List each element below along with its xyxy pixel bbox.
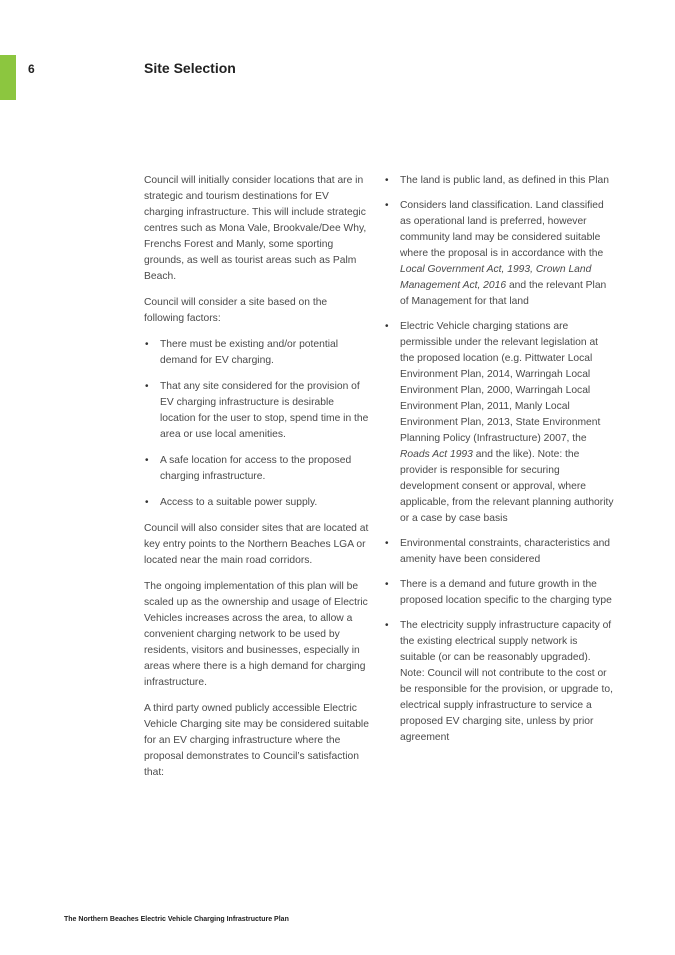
list-item — [384, 319, 614, 527]
list-item-text: The electricity supply infrastructure capacity of the existing electrical supply network is suitable (or can be reasonably upgraded). Note: Council will not contribute to the cost or be responsible for the provision, or upgrade to, electrical supply infrastructure to service a proposed EV charging site, unless by prior agreement — [400, 620, 613, 743]
bullet-icon: • — [385, 579, 389, 590]
list-item — [384, 173, 614, 189]
list-item — [384, 536, 614, 568]
page-number: 6 — [28, 62, 35, 76]
bullet-icon: • — [385, 175, 389, 186]
text-segment: and the like). Note: the provider is responsible for securing development consent or approval, where applicable, from the relevant planning authority or a case by case basis — [400, 449, 614, 524]
list-item — [384, 577, 614, 609]
bullet-icon: • — [145, 339, 149, 350]
text-segment: and the relevant Plan of Management for that land — [400, 280, 607, 307]
list-item-text: The land is public land, as defined in this Plan — [400, 175, 609, 186]
right-column — [384, 173, 614, 756]
list-item-text: Access to a suitable power supply. — [160, 497, 318, 508]
list-item — [384, 618, 614, 746]
list-item-text — [400, 200, 606, 307]
list-item — [144, 379, 370, 443]
factors-intro-paragraph: Council will consider a site based on the following factors: — [144, 297, 328, 324]
legislation-reference: Roads Act 1993 — [400, 449, 473, 460]
criteria-list — [384, 173, 614, 746]
bullet-icon: • — [385, 620, 389, 631]
bullet-icon: • — [385, 321, 389, 332]
list-item-text — [400, 321, 614, 524]
page-accent-tab — [0, 55, 16, 100]
list-item — [384, 198, 614, 310]
list-item-text: That any site considered for the provision of EV charging infrastructure is desirable location for the user to stop, spend time in the area or use local amenities. — [160, 381, 369, 440]
factors-list — [144, 337, 370, 511]
list-item-text: Environmental constraints, characteristics and amenity have been considered — [400, 538, 611, 565]
section-title: Site Selection — [144, 60, 236, 76]
intro-paragraph: Council will initially consider locations that are in strategic and tourism destinations for EV charging infrastructure. This will include strategic centres such as Mona Vale, Brookvale/Dee Why, Frenchs Forest and Manly, some sporting grounds, as well as tourist areas such as Palm Beach. — [144, 175, 367, 282]
bullet-icon: • — [145, 381, 149, 392]
list-item — [144, 337, 370, 369]
ongoing-implementation-paragraph: The ongoing implementation of this plan will be scaled up as the ownership and usage of Electric Vehicles increases across the area, to allow a convenient charging network to be used by residents, visitors and businesses, especially in areas where there is a high demand for charging infrastructure. — [144, 581, 368, 688]
list-item-text: A safe location for access to the proposed charging infrastructure. — [160, 455, 352, 482]
list-item-text: There is a demand and future growth in the proposed location specific to the charging type — [400, 579, 612, 606]
legislation-reference: Local Government Act, 1993, Crown Land Management Act, 2016 — [400, 264, 592, 291]
text-segment: Electric Vehicle charging stations are permissible under the relevant legislation at the proposed location (e.g. Pittwater Local Environment Plan, 2014, Warringah Local Environment Plan, 2000, Warringah Local Environment Plan, 2011, Manly Local Environment Plan, 2013, State Environment Planning Policy (Infrastructure) 2007, the — [400, 321, 601, 444]
left-column — [144, 173, 370, 791]
list-item-text: There must be existing and/or potential demand for EV charging. — [160, 339, 339, 366]
list-item — [144, 453, 370, 485]
entry-points-paragraph: Council will also consider sites that are located at key entry points to the Northern Beaches LGA or located near the main road corridors. — [144, 523, 369, 566]
bullet-icon: • — [385, 538, 389, 549]
bullet-icon: • — [145, 455, 149, 466]
text-segment: Considers land classification. Land classified as operational land is preferred, however community land may be considered suitable where the proposal is in accordance with the — [400, 200, 604, 259]
third-party-paragraph: A third party owned publicly accessible Electric Vehicle Charging site may be considered suitable for an EV charging infrastructure where the proposal demonstrates to Council’s satisfaction that: — [144, 703, 369, 778]
bullet-icon: • — [145, 497, 149, 508]
bullet-icon: • — [385, 200, 389, 211]
list-item — [144, 495, 370, 511]
footer-document-title: The Northern Beaches Electric Vehicle Charging Infrastructure Plan — [64, 916, 289, 923]
